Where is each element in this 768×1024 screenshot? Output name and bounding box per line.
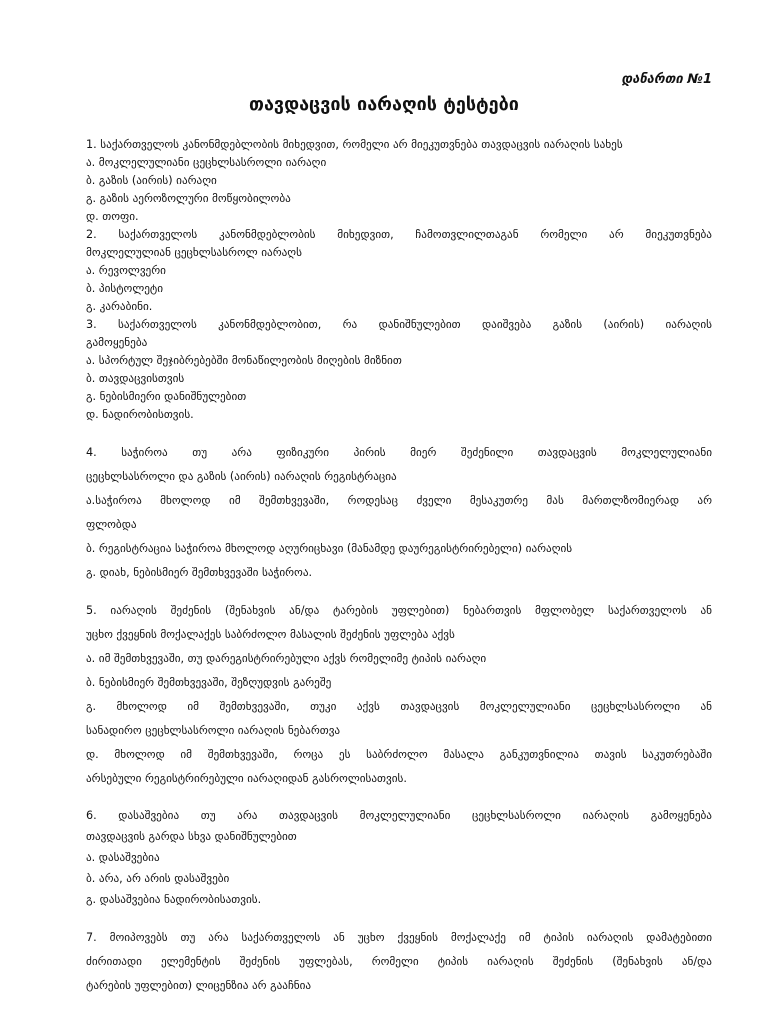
question-text: 5. იარაღის შეძენის (შენახვის ან/და ტარების უფლებით) ნებართვის მფლობელ საქართველოს ან bbox=[86, 604, 712, 617]
answer-option: ბ. არა, არ არის დასაშვები bbox=[86, 872, 230, 885]
question-text: 7. მოიპოვებს თუ არა საქართველოს ან უცხო ქვეყნის მოქალაქე იმ ტიპის იარაღის დამატებითი bbox=[86, 931, 712, 944]
answer-option: არსებული რეგისტრირებული იარაღიდან გასროლისათვის. bbox=[86, 772, 407, 785]
question-text: გამოყენება bbox=[86, 336, 148, 349]
questions-list bbox=[86, 136, 712, 998]
answer-option: გ. დიახ, ნებისმიერ შემთხვევაში საჭიროა. bbox=[86, 566, 313, 579]
answer-option: გ. გაზის აეროზოლური მოწყობილობა bbox=[86, 192, 291, 205]
answer-option: ბ. რეგისტრაცია საჭიროა მხოლოდ აღურიცხავი (მანამდე დაურეგისტრირებელი) იარაღის bbox=[86, 542, 573, 555]
answer-option: ა. მოკლელულიანი ცეცხლსასროლი იარაღი bbox=[86, 156, 327, 169]
answer-option: სანადირო ცეცხლსასროლი იარაღის ნებართვა bbox=[86, 724, 341, 737]
answer-option: ბ. გაზის (აირის) იარაღი bbox=[86, 174, 217, 187]
answer-option: ბ. თავდაცვისთვის bbox=[86, 372, 185, 385]
question-3 bbox=[86, 316, 712, 424]
annex-label: დანართი №1 bbox=[621, 72, 712, 87]
question-text: 4. საჭიროა თუ არა ფიზიკური პირის მიერ შეძენილი თავდაცვის მოკლელულიანი bbox=[86, 446, 712, 459]
answer-option: ფლობდა bbox=[86, 518, 137, 531]
question-text: 6. დასაშვებია თუ არა თავდაცვის მოკლელულიანი ცეცხლსასროლი იარაღის გამოყენება bbox=[86, 809, 712, 822]
answer-option: დ. მხოლოდ იმ შემთხვევაში, როცა ეს საბრძოლო მასალა განკუთვნილია თავის საკუთრებაში bbox=[86, 748, 712, 761]
answer-option: ბ. პისტოლეტი bbox=[86, 282, 164, 295]
question-text: 1. საქართველოს კანონმდებლობის მიხედვით, რომელი არ მიეკუთვნება თავდაცვის იარაღის სახეს bbox=[86, 138, 623, 151]
answer-option: ა. დასაშვებია bbox=[86, 851, 160, 864]
answer-option: დ. თოფი. bbox=[86, 210, 139, 223]
question-text: ტარების უფლებით) ლიცენზია არ გააჩნია bbox=[86, 979, 312, 992]
question-text: ცეცხლსასროლი და გაზის (აირის) იარაღის რეგისტრაცია bbox=[86, 470, 397, 483]
question-2 bbox=[86, 226, 712, 316]
question-text: 2. საქართველოს კანონმდებლობის მიხედვით, ჩამოთვლილთაგან რომელი არ მიეკუთვნება bbox=[86, 228, 712, 241]
answer-option: გ. მხოლოდ იმ შემთხვევაში, თუკი აქვს თავდაცვის მოკლელულიანი ცეცხლსასროლი ან bbox=[86, 700, 712, 713]
question-text: თავდაცვის გარდა სხვა დანიშნულებით bbox=[86, 830, 297, 843]
answer-option: ბ. ნებისმიერ შემთხვევაში, შეზღუდვის გარეშე bbox=[86, 676, 332, 689]
answer-option: ა. იმ შემთხვევაში, თუ დარეგისტრირებული აქვს რომელიმე ტიპის იარაღი bbox=[86, 652, 487, 665]
answer-option: გ. დასაშვებია ნადირობისათვის. bbox=[86, 893, 262, 906]
question-6 bbox=[86, 805, 712, 910]
question-5 bbox=[86, 599, 712, 791]
question-4 bbox=[86, 441, 712, 585]
answer-option: დ. ნადირობისთვის. bbox=[86, 408, 194, 421]
answer-option: ა. რევოლვერი bbox=[86, 264, 166, 277]
answer-option: გ. კარაბინი. bbox=[86, 300, 153, 313]
question-7 bbox=[86, 926, 712, 998]
answer-option: ა.საჭიროა მხოლოდ იმ შემთხვევაში, როდესაც ძველი მესაკუთრე მას მართლზომიერად არ bbox=[86, 494, 712, 507]
question-text: უცხო ქვეყნის მოქალაქეს საბრძოლო მასალის შეძენის უფლება აქვს bbox=[86, 628, 455, 641]
answer-option: გ. ნებისმიერი დანიშნულებით bbox=[86, 390, 247, 403]
question-text: მოკლელულიან ცეცხლსასროლ იარაღს bbox=[86, 246, 302, 259]
answer-option: ა. სპორტულ შეჯიბრებებში მონაწილეობის მიღების მიზნით bbox=[86, 354, 402, 367]
page-title: თავდაცვის იარაღის ტესტები bbox=[249, 94, 519, 115]
question-text: 3. საქართველოს კანონმდებლობით, რა დანიშნულებით დაიშვება გაზის (აირის) იარაღის bbox=[86, 318, 712, 331]
question-text: ძირითადი ელემენტის შეძენის უფლებას, რომელი ტიპის იარაღის შეძენის (შენახვის ან/და bbox=[86, 955, 712, 968]
question-1 bbox=[86, 136, 712, 226]
